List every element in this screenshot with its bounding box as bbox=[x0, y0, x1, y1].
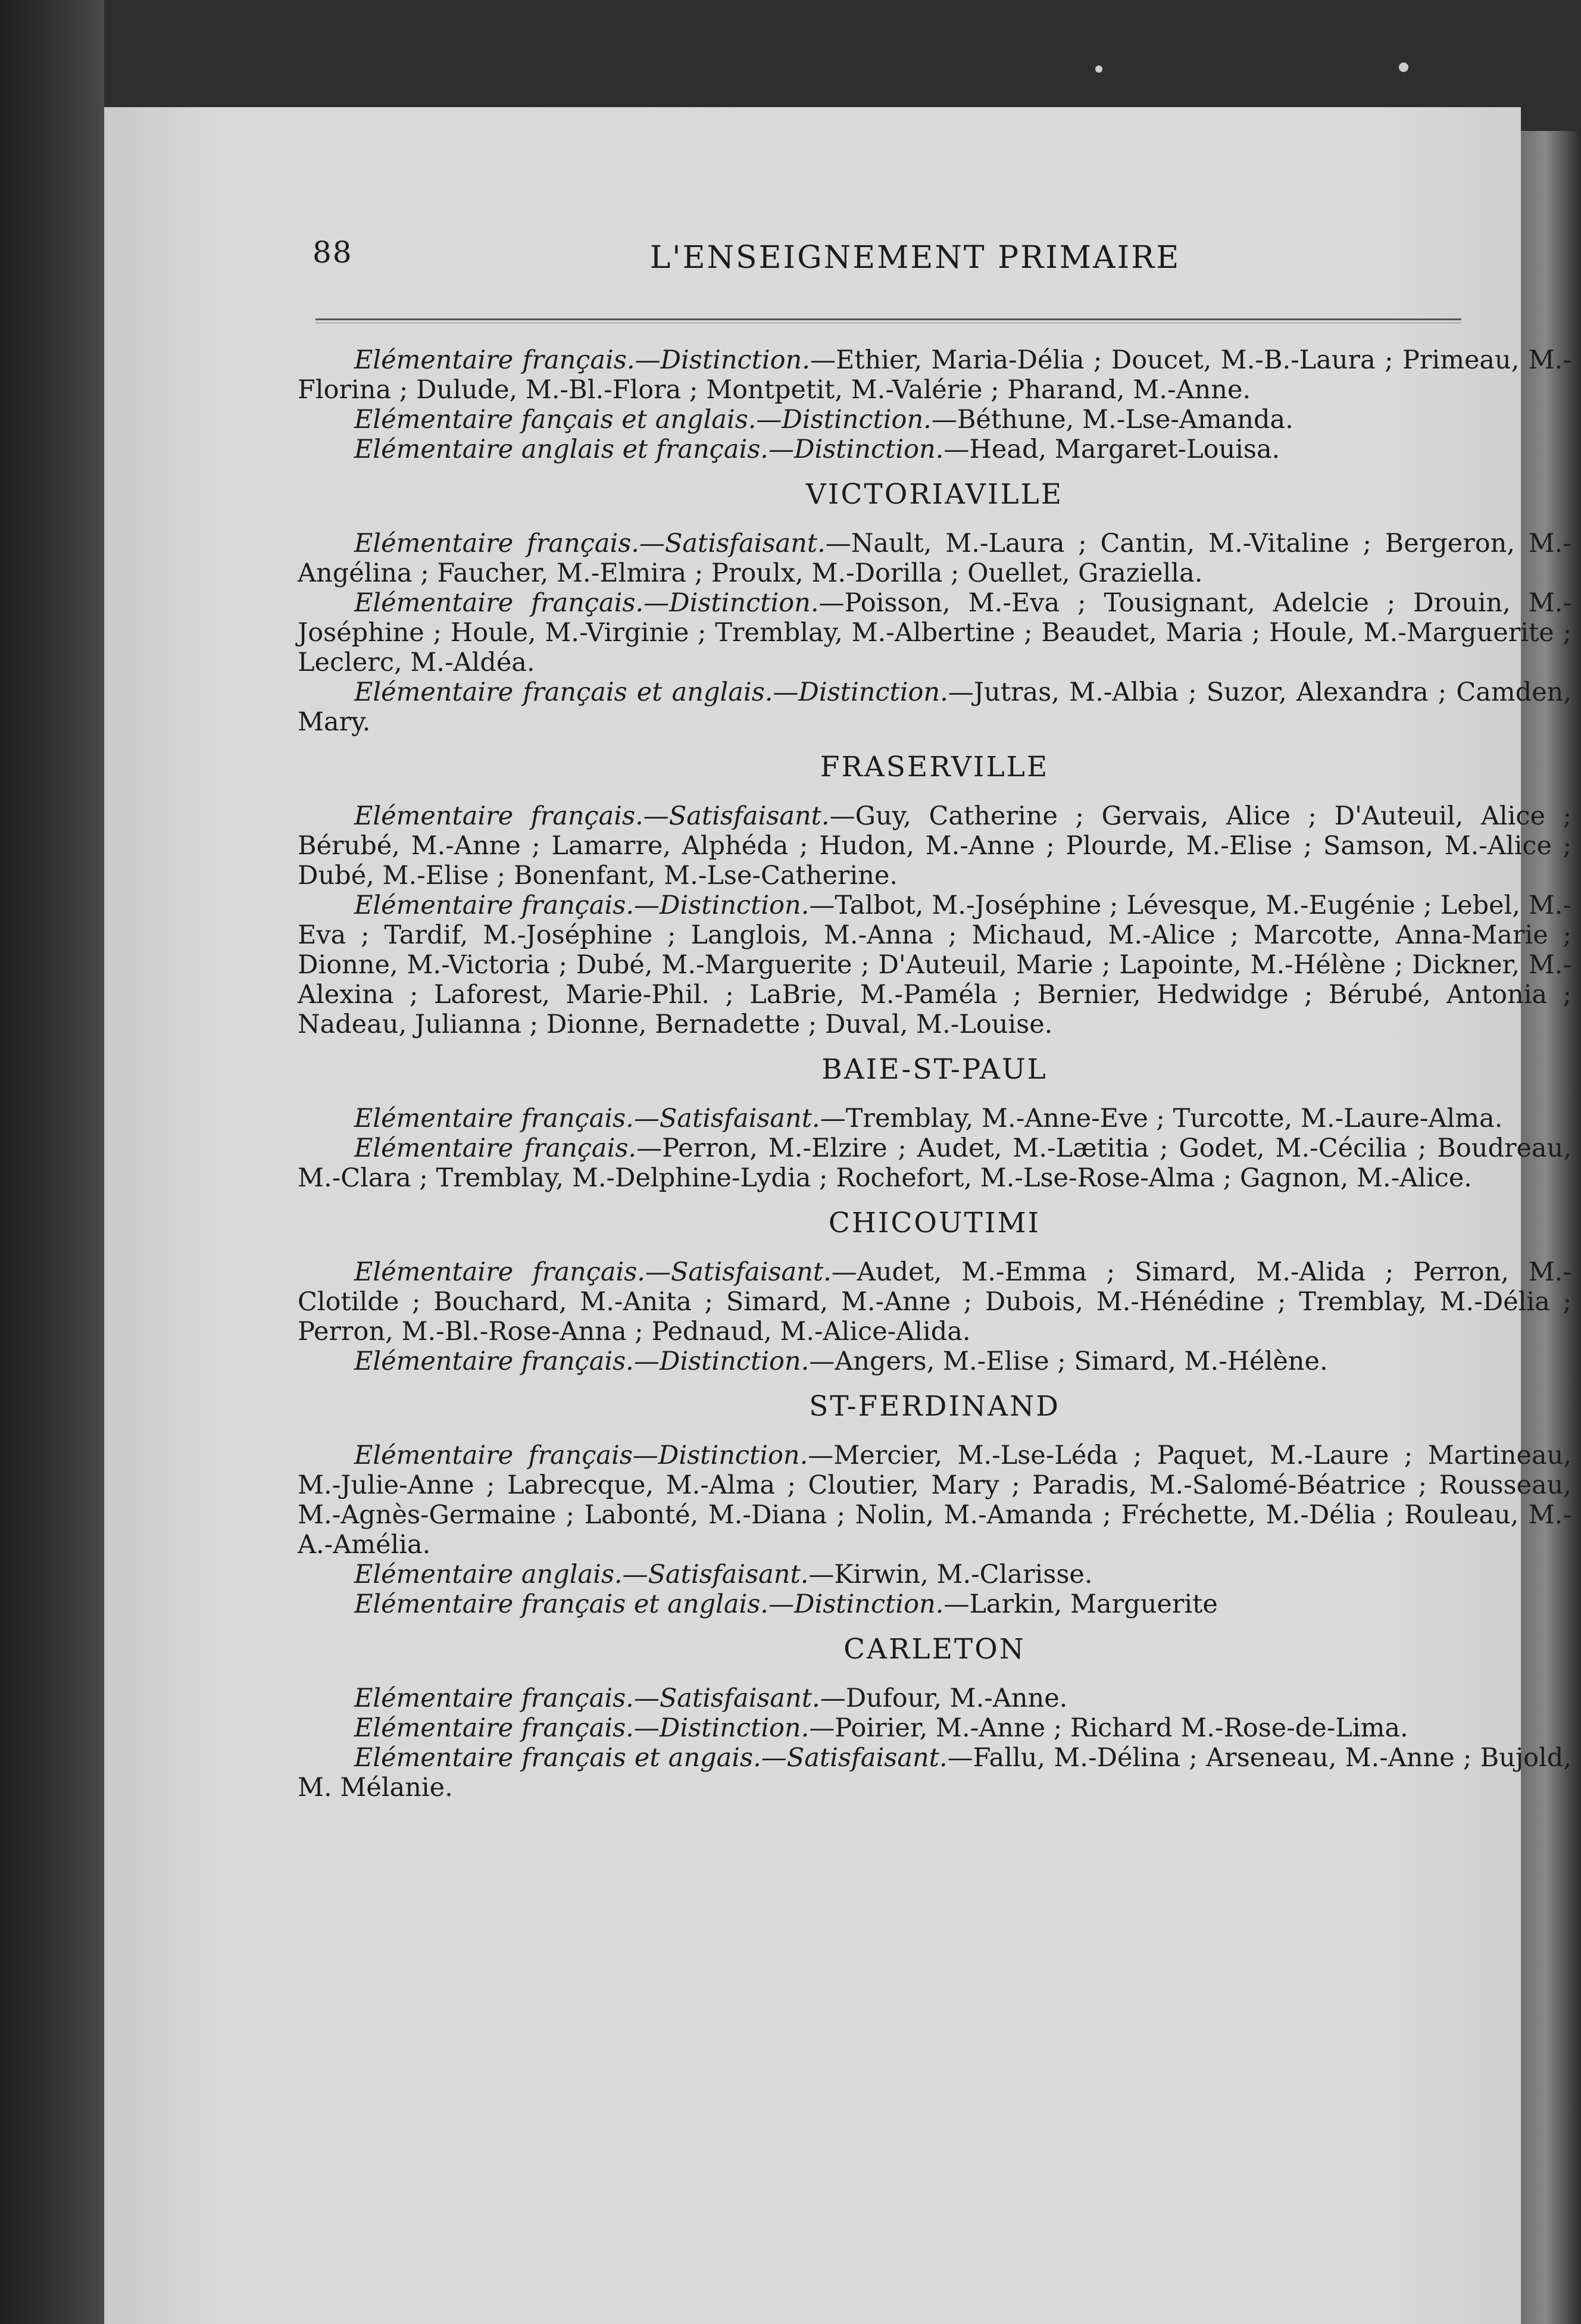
result-entry bbox=[298, 345, 1571, 405]
student-names: —Audet, M.-Emma ; Simard, M.-Alida ; Perron, M.-Clotilde ; Bouchard, M.-Anita ; Simard, M.-Anne ; Dubois, M.-Hénédine ; Tremblay, M.-Délia ; Perron, M.-Bl.-Rose-Anna ; Pednaud, M.-Alice-Alida. bbox=[298, 1257, 1571, 1347]
grade-label: Elémentaire français et angais.—Satisfaisant. bbox=[354, 1743, 948, 1773]
student-names: —Dufour, M.-Anne. bbox=[820, 1683, 1068, 1713]
scan-border-left bbox=[0, 0, 104, 2324]
grade-label: Elémentaire anglais et français.—Distinction. bbox=[354, 435, 944, 464]
result-entry bbox=[298, 891, 1571, 1039]
result-entry bbox=[298, 1560, 1571, 1589]
student-names: —Jutras, M.-Albia ; Suzor, Alexandra ; Camden, Mary. bbox=[298, 677, 1571, 737]
grade-label: Elémentaire fançais et anglais.—Distinction. bbox=[354, 405, 932, 435]
book-page bbox=[104, 107, 1571, 2324]
result-entry bbox=[298, 588, 1571, 677]
result-entry bbox=[298, 1441, 1571, 1560]
student-names: —Fallu, M.-Délina ; Arseneau, M.-Anne ; Bujold, M. Mélanie. bbox=[298, 1743, 1571, 1803]
result-entry bbox=[298, 1743, 1571, 1803]
student-names: —Poisson, M.-Eva ; Tousignant, Adelcie ; Drouin, M.-Joséphine ; Houle, M.-Virginie ; Tremblay, M.-Albertine ; Beaudet, Maria ; Houle, M.-Marguerite ; Leclerc, M.-Aldéa. bbox=[298, 588, 1571, 677]
student-names: —Angers, M.-Elise ; Simard, M.-Hélène. bbox=[809, 1347, 1328, 1376]
grade-label: Elémentaire français.—Satisfaisant. bbox=[354, 1683, 820, 1713]
student-names: —Nault, M.-Laura ; Cantin, M.-Vitaline ; Bergeron, M.-Angélina ; Faucher, M.-Elmira ; Proulx, M.-Dorilla ; Ouellet, Graziella. bbox=[298, 529, 1571, 588]
student-names: —Guy, Catherine ; Gervais, Alice ; D'Auteuil, Alice ; Bérubé, M.-Anne ; Lamarre, Alphéda ; Hudon, M.-Anne ; Plourde, M.-Elise ; Samson, M.-Alice ; Dubé, M.-Elise ; Bonenfant, M.-Lse-Catherine. bbox=[298, 801, 1571, 891]
grade-label: Elémentaire anglais.—Satisfaisant. bbox=[354, 1560, 809, 1589]
grade-label: Elémentaire français.—Distinction. bbox=[354, 1713, 810, 1743]
grade-label: Elémentaire français.—Distinction. bbox=[354, 891, 810, 920]
result-entry bbox=[298, 801, 1571, 891]
student-names: —Mercier, M.-Lse-Léda ; Paquet, M.-Laure ; Martineau, M.-Julie-Anne ; Labrecque, M.-Alma ; Cloutier, Mary ; Paradis, M.-Salomé-Béatrice ; Rousseau, M.-Agnès-Germaine ; Labonté, M.-Diana ; Nolin, M.-Amanda ; Fréchette, M.-Délia ; Rouleau, M.-A.-Amélia. bbox=[298, 1441, 1571, 1560]
student-names: —Head, Margaret-Louisa. bbox=[943, 435, 1280, 464]
page-body bbox=[298, 345, 1571, 1803]
result-entry bbox=[298, 1347, 1571, 1376]
student-names: —Poirier, M.-Anne ; Richard M.-Rose-de-Lima. bbox=[809, 1713, 1408, 1743]
result-entry bbox=[298, 405, 1571, 435]
town-heading: FRASERVILLE bbox=[820, 751, 1049, 783]
grade-label: Elémentaire français et anglais.—Distinction. bbox=[354, 677, 948, 707]
result-entry bbox=[298, 435, 1571, 464]
running-title: L'ENSEIGNEMENT PRIMAIRE bbox=[649, 240, 1181, 276]
town-heading: ST-FERDINAND bbox=[809, 1390, 1060, 1423]
student-names: —Larkin, Marguerite bbox=[943, 1589, 1218, 1619]
result-entry bbox=[298, 1683, 1571, 1713]
result-entry bbox=[298, 529, 1571, 588]
student-names: —Talbot, M.-Joséphine ; Lévesque, M.-Eugénie ; Lebel, M.-Eva ; Tardif, M.-Joséphine ; Langlois, M.-Anna ; Michaud, M.-Alice ; Marcotte, Anna-Marie ; Dionne, M.-Victoria ; Dubé, M.-Marguerite ; D'Auteuil, Marie ; Lapointe, M.-Hélène ; Dickner, M.-Alexina ; Laforest, Marie-Phil. ; LaBrie, M.-Paméla ; Bernier, Hedwidge ; Bérubé, Antonia ; Nadeau, Julianna ; Dionne, Bernadette ; Duval, M.-Louise. bbox=[298, 891, 1571, 1039]
grade-label: Elémentaire français.—Satisfaisant. bbox=[354, 801, 830, 831]
student-names: —Kirwin, M.-Clarisse. bbox=[808, 1560, 1093, 1589]
page-header bbox=[313, 235, 1518, 283]
grade-label: Elémentaire français.—Distinction. bbox=[354, 345, 810, 375]
grade-label: Elémentaire français.—Satisfaisant. bbox=[354, 1257, 832, 1287]
town-heading: CARLETON bbox=[843, 1633, 1026, 1666]
student-names: —Béthune, M.-Lse-Amanda. bbox=[931, 405, 1293, 435]
grade-label: Elémentaire français.—Satisfaisant. bbox=[354, 1104, 820, 1133]
town-heading: BAIE-ST-PAUL bbox=[821, 1053, 1048, 1086]
result-entry bbox=[298, 677, 1571, 737]
dust-speck bbox=[1399, 63, 1408, 72]
result-entry bbox=[298, 1257, 1571, 1347]
result-entry bbox=[298, 1589, 1571, 1619]
page-number: 88 bbox=[313, 235, 353, 270]
student-names: —Perron, M.-Elzire ; Audet, M.-Lætitia ; Godet, M.-Cécilia ; Boudreau, M.-Clara ; Tremblay, M.-Delphine-Lydia ; Rochefort, M.-Lse-Rose-Alma ; Gagnon, M.-Alice. bbox=[298, 1133, 1571, 1193]
student-names: —Ethier, Maria-Délia ; Doucet, M.-B.-Laura ; Primeau, M.-Florina ; Dulude, M.-Bl.-Flora ; Montpetit, M.-Valérie ; Pharand, M.-Anne. bbox=[298, 345, 1571, 405]
grade-label: Elémentaire français et anglais.—Distinction. bbox=[354, 1589, 944, 1619]
grade-label: Elémentaire français.—Satisfaisant. bbox=[354, 529, 826, 558]
result-entry bbox=[298, 1104, 1571, 1133]
grade-label: Elémentaire français.—Distinction. bbox=[354, 1347, 810, 1376]
student-names: —Tremblay, M.-Anne-Eve ; Turcotte, M.-Laure-Alma. bbox=[820, 1104, 1503, 1133]
grade-label: Elémentaire français. bbox=[354, 1133, 637, 1163]
town-heading: VICTORIAVILLE bbox=[805, 478, 1064, 511]
result-entry bbox=[298, 1713, 1571, 1743]
dust-speck bbox=[1095, 65, 1102, 73]
grade-label: Elémentaire français—Distinction. bbox=[354, 1441, 808, 1470]
town-heading: CHICOUTIMI bbox=[828, 1207, 1041, 1239]
header-rule bbox=[315, 318, 1461, 323]
result-entry bbox=[298, 1133, 1571, 1193]
grade-label: Elémentaire français.—Distinction. bbox=[354, 588, 819, 618]
